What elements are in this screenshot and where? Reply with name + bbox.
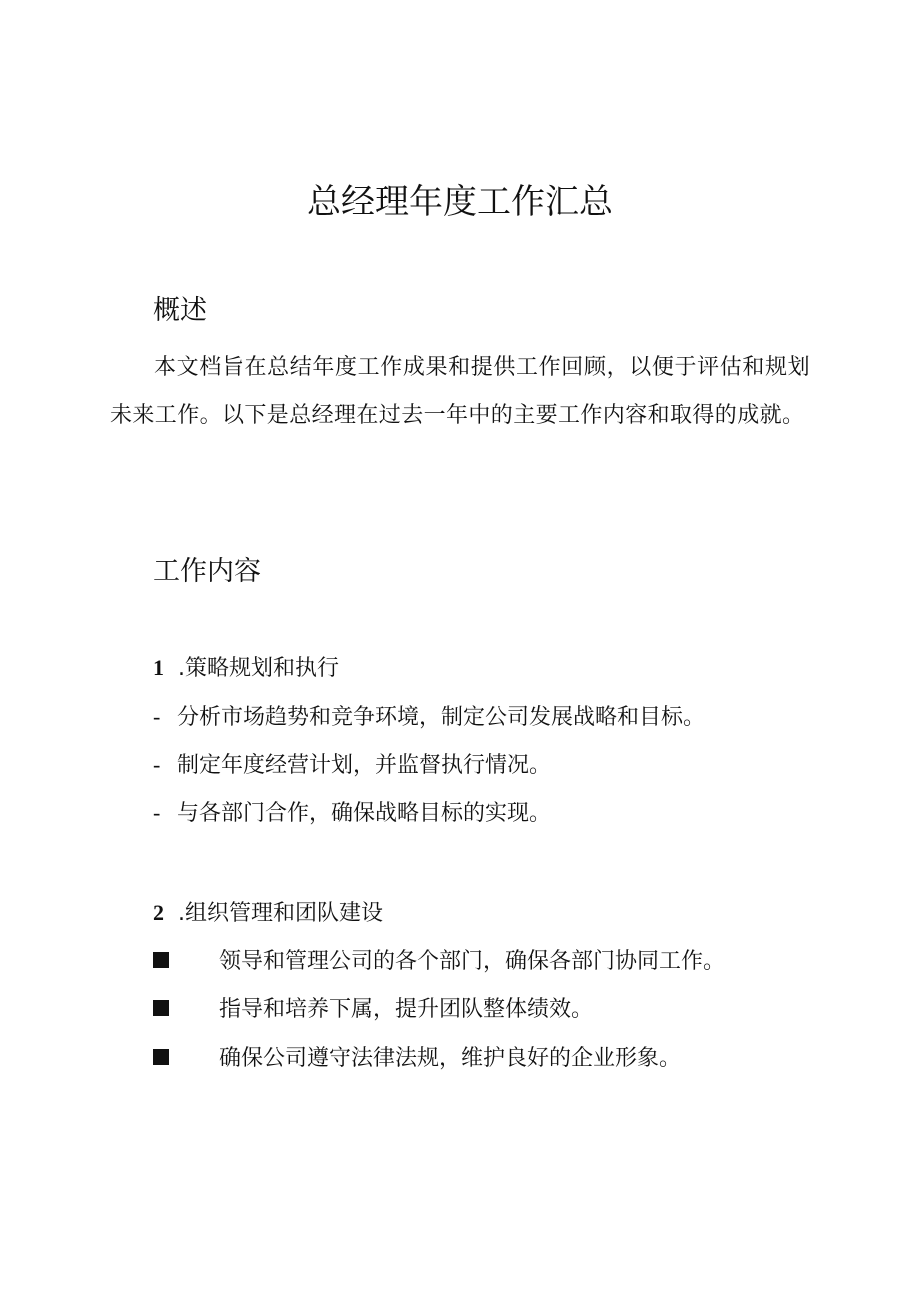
document-title: 总经理年度工作汇总	[307, 182, 613, 222]
list-item-text: 分析市场趋势和竞争环境，制定公司发展战略和目标。	[177, 705, 706, 730]
section-2-title: .组织管理和团队建设	[178, 901, 383, 926]
list-item	[153, 1043, 681, 1075]
list-item	[153, 749, 551, 782]
list-item	[153, 946, 725, 978]
section-2-heading	[153, 897, 383, 930]
section-1-number: 1	[153, 655, 164, 680]
section-2-number: 2	[153, 900, 164, 925]
list-item-text: 确保公司遵守法律法规，维护良好的企业形象。	[219, 1046, 682, 1071]
section-1-title: .策略规划和执行	[178, 656, 339, 681]
list-item-text: 制定年度经营计划，并监督执行情况。	[177, 753, 552, 778]
list-item-text: 与各部门合作，确保战略目标的实现。	[177, 801, 552, 826]
square-bullet-icon	[153, 1049, 169, 1065]
overview-paragraph: 本文档旨在总结年度工作成果和提供工作回顾，以便于评估和规划未来工作。以下是总经理在过去一年中的主要工作内容和取得的成就。	[110, 355, 810, 428]
dash-marker: -	[153, 752, 161, 777]
list-item-text: 指导和培养下属，提升团队整体绩效。	[219, 997, 594, 1022]
list-item-text: 领导和管理公司的各个部门，确保各部门协同工作。	[219, 949, 726, 974]
dash-marker: -	[153, 800, 161, 825]
dash-marker: -	[153, 704, 161, 729]
square-bullet-icon	[153, 1000, 169, 1016]
section-1-heading	[153, 652, 339, 685]
list-item	[153, 994, 593, 1026]
square-bullet-icon	[153, 952, 169, 968]
list-item	[153, 701, 705, 734]
list-item	[153, 797, 551, 830]
work-heading: 工作内容	[153, 556, 261, 587]
overview-heading: 概述	[153, 295, 207, 326]
